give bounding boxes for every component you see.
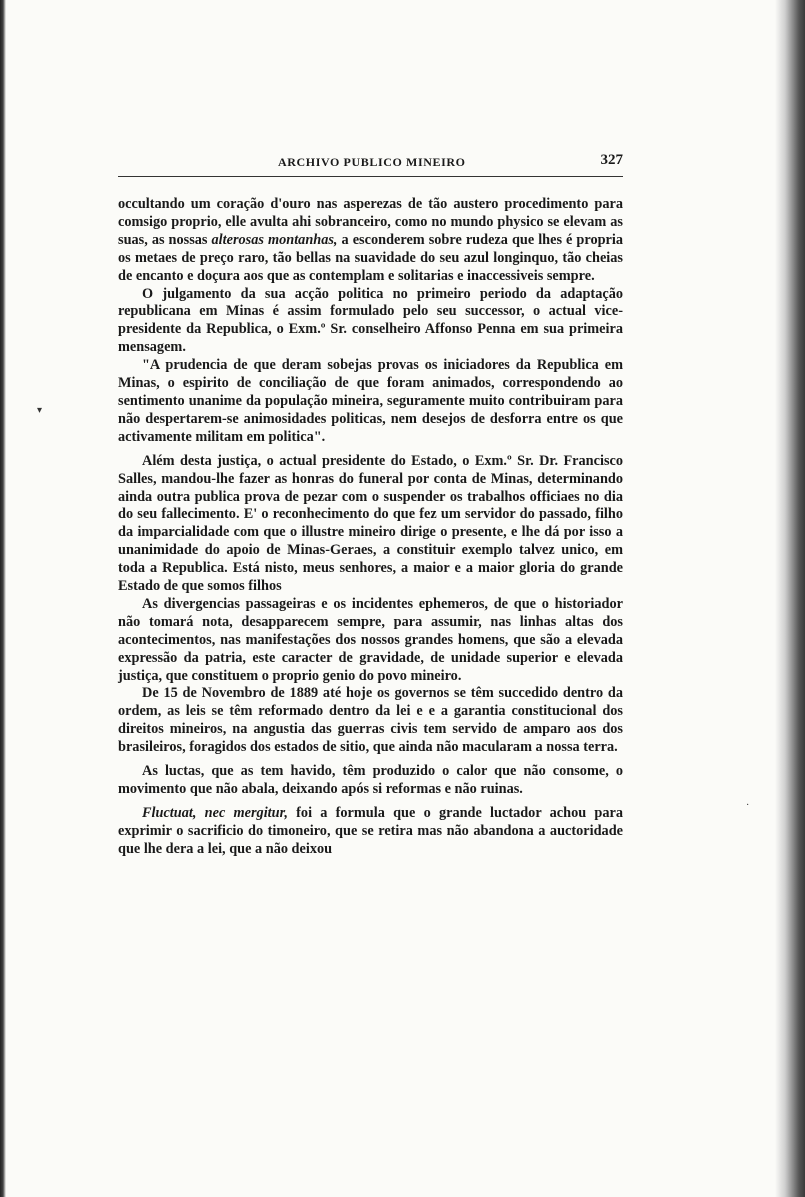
- paragraph-1-italic: alterosas montanhas,: [211, 231, 338, 248]
- page-header: [118, 152, 623, 172]
- page-binding-shadow-right: [775, 0, 805, 1197]
- margin-speck: ·: [746, 800, 750, 811]
- paragraph-8-rest: foi a formula que o grande luctador achou para exprimir o sacrificio do timoneiro, que se retira mas não abandona a auctoridade que lhe dera a lei, que a não deixou: [118, 804, 624, 857]
- paragraph-2: O julgamento da sua acção politica no primeiro periodo da adaptação republicana em Minas é assim formulado pelo seu successor, o actual vice-presidente da Republica, o Exm.º Sr. conselheiro Affonso Penna em sua primeira mensagem.: [118, 285, 623, 356]
- paragraph-4: Além desta justiça, o actual presidente do Estado, o Exm.º Sr. Dr. Francisco Salles, mandou-lhe fazer as honras do funeral por conta de Minas, determinando ainda outra publica prova de pezar com o suspender os trabalhos officiaes no dia do seu fallecimento. E' o reconhecimento do que fez um servidor do passado, filho da imparcialidade com que o illustre mineiro dirige o presente, e lhe dá por isso a unanimidade do apoio de Minas-Geraes, a constituir exemplo talvez unico, em toda a Republica. Está nisto, meus senhores, a maior e a maior gloria do grande Estado de que somos filhos: [118, 452, 623, 595]
- paragraph-7: As luctas, que as tem havido, têm produzido o calor que não consome, o movimento que não abala, deixando após si reformas e não ruinas.: [118, 763, 623, 797]
- body-text: [118, 196, 623, 859]
- paragraph-1-rest: a esconderem sobre rudeza que lhes é propria os metaes de preço raro, tão bellas na suavidade do seu azul longinquo, tão cheias de encanto e doçura aos que as contemplam e solitarias e inaccessiveis sempre.: [118, 231, 624, 284]
- paragraph-1-text: occultando um coração d'ouro nas asperezas de tão austero procedimento para comsigo proprio, elle avulta ahi sobranceiro, como no mundo physico se elevam as suas, as nossas: [118, 196, 623, 248]
- paragraph-8-italic: Fluctuat, nec mergitur,: [142, 804, 288, 821]
- header-rule: [118, 176, 623, 177]
- page-number: 327: [600, 152, 623, 168]
- paragraph-6: De 15 de Novembro de 1889 até hoje os governos se têm succedido dentro da ordem, as leis se têm reformado dentro da lei e e a garantia constitucional dos direitos mineiros, na angustia das guerras civis tem servido de amparo aos dos brasileiros, foragidos dos estados de sitio, que ainda não macularam a nossa terra.: [118, 685, 623, 756]
- page-binding-shadow-left: [0, 0, 6, 1197]
- margin-speck: ▾: [37, 405, 43, 416]
- running-head: ARCHIVO PUBLICO MINEIRO: [278, 155, 466, 169]
- paragraph-8: [118, 805, 623, 859]
- paragraph-5: As divergencias passageiras e os incidentes ephemeros, de que o historiador não tomará nota, desapparecem sempre, para assumir, nas linhas altas dos acontecimentos, nas manifestações dos nossos grandes homens, que são a elevada expressão da patria, este caracter de gravidade, de unidade superior e elevada justiça, que constituem o proprio genio do povo mineiro.: [118, 595, 623, 684]
- paragraph-3-quote: "A prudencia de que deram sobejas provas os iniciadores da Republica em Minas, o espirito de conciliação de que foram animados, correspondendo ao sentimento unanime da população mineira, seguramente muito contribuiram para não despertarem-se animosidades politicas, nem desejos de desforra entre os que activamente militam em politica".: [118, 357, 623, 445]
- paragraph-1: [118, 196, 623, 286]
